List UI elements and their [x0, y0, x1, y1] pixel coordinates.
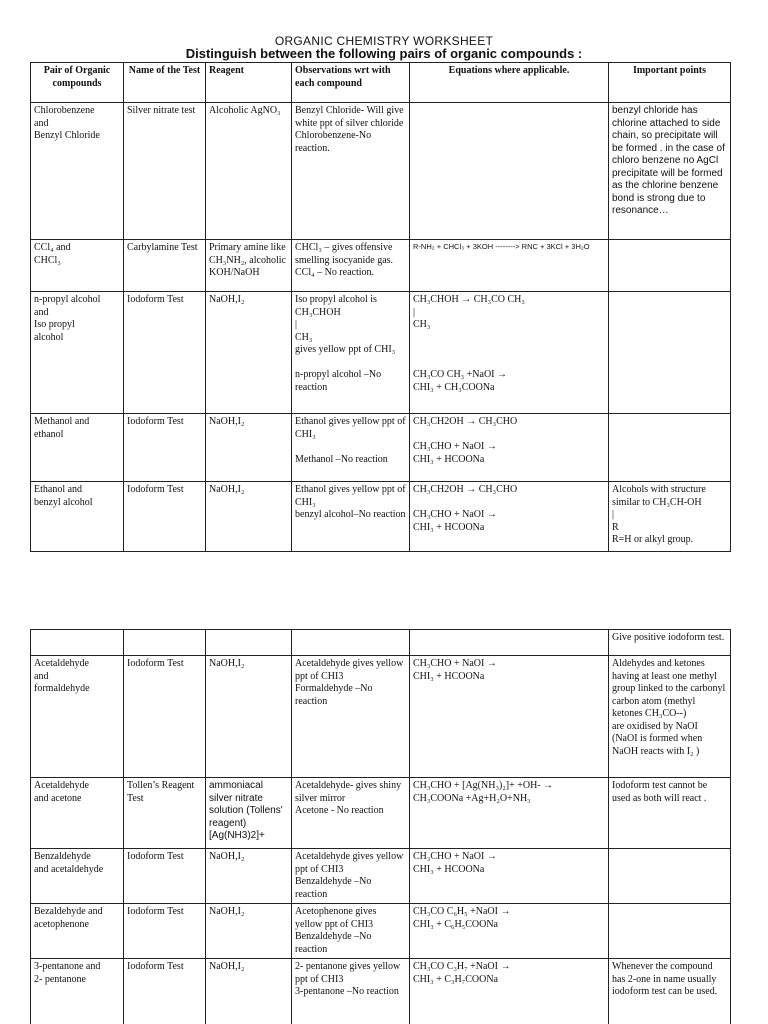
cell-observations: Acetaldehyde gives yellow ppt of CHI3 Formaldehyde –No reaction [292, 656, 410, 778]
cell-equation: CH₃CHO + [Ag(NH₃)₂]+ +OH- → CH₃COONa +Ag+H₂O+NH₃ [410, 778, 609, 849]
cell-observations: Acetaldehyde gives yellow ppt of CHI3 Benzaldehyde –No reaction [292, 849, 410, 904]
comparison-table-2 [30, 629, 731, 1024]
table-row [31, 656, 731, 778]
header-equations: Equations where applicable. [410, 63, 609, 103]
cell-pair: Benzaldehyde and acetaldehyde [31, 849, 124, 904]
table-row [31, 414, 731, 482]
cell-pair: Bezaldehyde and acetophenone [31, 904, 124, 959]
cell-test: Iodoform Test [124, 414, 206, 482]
table-row [31, 630, 731, 656]
cell-equation: CH₃CH2OH → CH₃CHO CH₃CHO + NaOI → CHI₃ + HCOONa [410, 414, 609, 482]
cell-notes [609, 849, 731, 904]
cell-notes [609, 292, 731, 414]
cell-notes: Alcohols with structure similar to CH₃CH-OH | R R=H or alkyl group. [609, 482, 731, 552]
cell-observations: Acetophenone gives yellow ppt of CHI3 Benzaldehyde –No reaction [292, 904, 410, 959]
cell-test: Carbylamine Test [124, 240, 206, 292]
cell-pair: Ethanol and benzyl alcohol [31, 482, 124, 552]
cell-observations: Iso propyl alcohol is CH₃CHOH | CH₃ gives yellow ppt of CHI₃ n-propyl alcohol –No reaction [292, 292, 410, 414]
cell-equation [410, 103, 609, 240]
table-row [31, 959, 731, 1024]
cell-pair: Chlorobenzene and Benzyl Chloride [31, 103, 124, 240]
worksheet-subtitle: Distinguish between the following pairs of organic compounds : [185, 46, 583, 61]
cell-notes: Whenever the compound has 2-one in name usually iodoform test can be used. [609, 959, 731, 1024]
table-row [31, 103, 731, 240]
table-row [31, 778, 731, 849]
cell-test: Iodoform Test [124, 482, 206, 552]
cell-observations: CHCl₃ – gives offensive smelling isocyanide gas. CCl₄ – No reaction. [292, 240, 410, 292]
cell-reagent: Primary amine like CH₃NH₂, alcoholic KOH/NaOH [206, 240, 292, 292]
cell-equation: CH₃CO C₃H₇ +NaOI → CHI₃ + C₃H₇COONa [410, 959, 609, 1024]
header-notes: Important points [609, 63, 731, 103]
cell-reagent: NaOH,I₂ [206, 414, 292, 482]
header-observations: Observations wrt with each compound [292, 63, 410, 103]
cell-equation: CH₃CHOH → CH₃CO CH₃ | CH₃ CH₃CO CH₃ +NaOI → CHI₃ + CH₃COONa [410, 292, 609, 414]
cell-reagent: NaOH,I₂ [206, 904, 292, 959]
cell-test [124, 630, 206, 656]
cell-reagent: NaOH,I₂ [206, 292, 292, 414]
table-row [31, 849, 731, 904]
cell-test: Iodoform Test [124, 904, 206, 959]
worksheet-title: ORGANIC CHEMISTRY WORKSHEET [274, 34, 494, 48]
cell-equation: CH₃CHO + NaOI → CHI₃ + HCOONa [410, 849, 609, 904]
cell-reagent: NaOH,I₂ [206, 849, 292, 904]
cell-pair: n-propyl alcohol and Iso propyl alcohol [31, 292, 124, 414]
cell-reagent: ammoniacal silver nitrate solution (Tollens' reagent) [Ag(NH3)2]+ [206, 778, 292, 849]
cell-notes [609, 904, 731, 959]
cell-test: Silver nitrate test [124, 103, 206, 240]
cell-notes [609, 240, 731, 292]
cell-notes: Aldehydes and ketones having at least one methyl group linked to the carbonyl carbon atom (methyl ketones CH₃CO--) are oxidised by NaOI (NaOI is formed when NaOH reacts with I₂ ) [609, 656, 731, 778]
table-row [31, 292, 731, 414]
cell-notes [609, 414, 731, 482]
cell-test: Iodoform Test [124, 656, 206, 778]
cell-equation: R-NH₂ + CHCl₃ + 3KOH --------> RNC + 3KCl + 3H₂O [410, 240, 609, 292]
cell-notes: benzyl chloride has chlorine attached to side chain, so precipitate will be formed . in the case of chloro benzene no AgCl precipitate will be formed as the chlorine benzene bond is strong due to resonance… [609, 103, 731, 240]
cell-reagent: NaOH,I₂ [206, 959, 292, 1024]
table-header-row [31, 63, 731, 103]
table-row [31, 904, 731, 959]
cell-pair: CCl₄ and CHCl₃ [31, 240, 124, 292]
header-test: Name of the Test [124, 63, 206, 103]
cell-reagent: Alcoholic AgNO₃ [206, 103, 292, 240]
cell-equation: CH₃CO C₆H₅ +NaOI → CHI₃ + C₆H₅COONa [410, 904, 609, 959]
table-row [31, 240, 731, 292]
cell-reagent [206, 630, 292, 656]
cell-notes: Give positive iodoform test. [609, 630, 731, 656]
comparison-table-1 [30, 62, 731, 552]
cell-pair: 3-pentanone and 2- pentanone [31, 959, 124, 1024]
cell-observations [292, 630, 410, 656]
cell-test: Iodoform Test [124, 959, 206, 1024]
cell-test: Iodoform Test [124, 849, 206, 904]
cell-pair [31, 630, 124, 656]
table-row [31, 482, 731, 552]
cell-notes: Iodoform test cannot be used as both will react . [609, 778, 731, 849]
cell-test: Tollen’s Reagent Test [124, 778, 206, 849]
cell-pair: Methanol and ethanol [31, 414, 124, 482]
header-reagent: Reagent [206, 63, 292, 103]
cell-reagent: NaOH,I₂ [206, 482, 292, 552]
cell-pair: Acetaldehyde and formaldehyde [31, 656, 124, 778]
header-pair: Pair of Organic compounds [31, 63, 124, 103]
cell-observations: Ethanol gives yellow ppt of CHI₃ benzyl alcohol–No reaction [292, 482, 410, 552]
cell-observations: Benzyl Chloride- Will give white ppt of silver chloride Chlorobenzene-No reaction. [292, 103, 410, 240]
cell-observations: Acetaldehyde- gives shiny silver mirror Acetone - No reaction [292, 778, 410, 849]
cell-pair: Acetaldehyde and acetone [31, 778, 124, 849]
cell-equation: CH₃CH2OH → CH₃CHO CH₃CHO + NaOI → CHI₃ + HCOONa [410, 482, 609, 552]
cell-test: Iodoform Test [124, 292, 206, 414]
cell-equation: CH₃CHO + NaOI → CHI₃ + HCOONa [410, 656, 609, 778]
cell-reagent: NaOH,I₂ [206, 656, 292, 778]
cell-observations: 2- pentanone gives yellow ppt of CHI3 3-pentanone –No reaction [292, 959, 410, 1024]
cell-observations: Ethanol gives yellow ppt of CHI₃ Methanol –No reaction [292, 414, 410, 482]
cell-equation [410, 630, 609, 656]
